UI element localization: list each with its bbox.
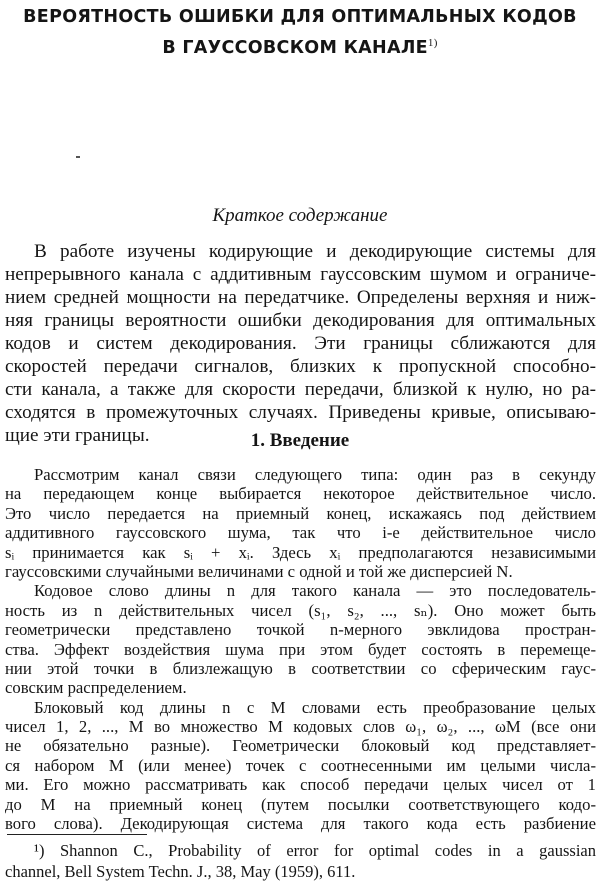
intro-line: чисел 1, 2, ..., M во множество M кодовых слов ω₁, ω₂, ..., ωM (все они — [5, 717, 596, 737]
intro-line: Это число передается на приемный конец, искажаясь под действием — [5, 503, 596, 523]
intro-line: гауссовскими случайными величинами с одной и той же дисперсией N. — [5, 561, 513, 581]
intro-line: совским распределением. — [5, 678, 187, 698]
article-title — [0, 4, 600, 61]
intro-line: вого слова). Декодирующая система для такого кода есть разбиение — [5, 814, 596, 833]
title-line-1: ВЕРОЯТНОСТЬ ОШИБКИ ДЛЯ ОПТИМАЛЬНЫХ КОДОВ — [23, 7, 577, 27]
abstract-line: скоростей передачи сигналов, близких к пропускной способно- — [5, 356, 596, 377]
title-footnote-mark: 1) — [427, 37, 438, 49]
intro-line: Кодовое слово длины n для такого канала — это последователь- — [34, 581, 596, 601]
abstract-line: непрерывного канала с аддитивным гауссовским шумом и ограниче- — [5, 264, 596, 285]
footnote-rule — [7, 834, 147, 835]
abstract-line: няя границы вероятности ошибки декодирования для оптимальных — [5, 310, 596, 331]
intro-line: Рассмотрим канал связи следующего типа: один раз в секунду — [34, 465, 596, 484]
intro-line: Блоковый код длины n с M словами есть преобразование целых — [34, 697, 596, 717]
intro-line: аддитивного гауссовского шума, так что i-е действительное число — [5, 523, 596, 543]
footnote-line: channel, Bell System Techn. J., 38, May (1959), 611. — [5, 862, 356, 881]
intro-line: геометрически представлено точкой n-мерного эвклидова простран- — [5, 620, 596, 640]
abstract-line: сти канала, а также для скорости передачи, близкой к нулю, но ра- — [5, 379, 596, 400]
abstract-line: сходятся в промежуточных случаях. Приведены кривые, описываю- — [5, 402, 596, 423]
abstract-line: кодов и систем декодирования. Эти границы сближаются для — [5, 333, 596, 354]
abstract-heading: Краткое содержание — [212, 205, 388, 226]
intro-line: ся набором M (или менее) точек с соотнесенными им целыми числа- — [5, 755, 596, 775]
introduction-heading: 1. Введение — [250, 430, 350, 451]
printer-mark — [76, 156, 80, 158]
abstract-line: нием средней мощности на передатчике. Определены верхняя и ниж- — [5, 287, 596, 308]
intro-line: ность из n действительных чисел (s₁, s₂, ..., sₙ). Оно может быть — [5, 600, 596, 620]
title-line-2 — [0, 30, 600, 61]
abstract-line: В работе изучены кодирующие и декодирующие системы для — [34, 241, 596, 262]
intro-line: ства. Эффект воздействия шума при этом будет состоять в перемеще- — [5, 639, 596, 659]
intro-line: до M на приемный конец (путем посылки соответствующего кодо- — [5, 794, 596, 814]
intro-line: sᵢ принимается как sᵢ + xᵢ. Здесь xᵢ предполагаются независимыми — [5, 542, 596, 562]
title-line-2-text: В ГАУССОВСКОМ КАНАЛЕ — [162, 37, 428, 58]
footnote-line: ¹) Shannon C., Probability of error for optimal codes in a gaussian — [34, 841, 596, 860]
intro-line: не обязательно разные). Геометрически блоковый код представляет- — [5, 736, 596, 756]
intro-line: на передающем конце выбирается некоторое действительное число. — [5, 484, 596, 504]
intro-line: ми. Его можно рассматривать как способ передачи целых чисел от 1 — [5, 775, 596, 795]
abstract-line: щие эти границы. — [5, 425, 150, 446]
intro-line: нии этой точки в близлежащую в соответствии со сферическим гаус- — [5, 658, 596, 678]
